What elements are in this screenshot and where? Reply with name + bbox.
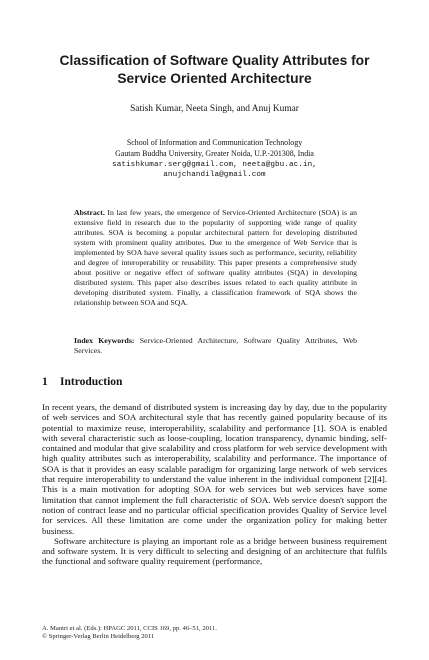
keywords-label: Index Keywords: <box>74 336 135 345</box>
email-line-2: anujchandila@gmail.com <box>163 171 266 180</box>
body-text <box>42 402 387 567</box>
section-heading <box>42 375 342 389</box>
affiliation-line-1: School of Information and Communication Technology <box>126 138 303 147</box>
paragraph-2: Software architecture is playing an important role as a bridge between business requirement and software system. It is very difficult to selecting and designing of an architecture that fulfils the functional and software quality requirement (performance, <box>42 535 387 567</box>
author-list: Satish Kumar, Neeta Singh, and Anuj Kumar <box>130 104 299 114</box>
index-keywords <box>74 336 357 356</box>
footnote-line-2: © Springer-Verlag Berlin Heidelberg 2011 <box>42 633 155 641</box>
footnote-line-1: A. Mantri et al. (Eds.): HPAGC 2011, CCIS 169, pp. 46–51, 2011. <box>42 625 217 632</box>
abstract <box>74 208 357 308</box>
section-number: 1 <box>42 376 48 388</box>
affiliation-block <box>40 138 389 181</box>
paper-title <box>40 52 389 88</box>
abstract-label: Abstract. <box>74 208 105 217</box>
abstract-text: In last few years, the emergence of Service-Oriented Architecture (SOA) is an extensive field in research due to the popularity of supporting wide range of quality attributes. SOA is becoming a popular architectural pattern for developing distributed system with prominent quality attributes. Due to the emergence of Web Service that is implemented by SOA have several quality issues such as performance, security, reliability and degree of interoperability or reusability. This paper presents a comprehensive study about positive or negative effect of software quality attributes (SQA) in developing distributed system. This paper also describes issues related to each quality attribute in developing distributed system. Finally, a classification framework of SQA shows the relationship between SOA and SQA. <box>74 208 358 308</box>
affiliation-line-2: Gautam Buddha University, Greater Noida, U.P.-201308, India <box>115 148 314 158</box>
footnote <box>42 625 387 642</box>
email-line-1: satishkumar.serg@gmail.com, neeta@gbu.ac.in, <box>112 160 317 169</box>
title-line-1: Classification of Software Quality Attributes for <box>59 53 370 68</box>
title-line-2: Service Oriented Architecture <box>117 71 312 86</box>
section-title: Introduction <box>60 376 123 388</box>
paragraph-1: In recent years, the demand of distributed system is increasing day by day, due to the popularity of web services and SOA architectural style that has recently gained popularity because of its potential to maximize reuse, interoperability, scalability and performance [1]. SOA is enabled with several characteristic such as loose-coupling, location transparency, dynamic binding, self-contained and modular that give scalability and cross platform for web service development with high quality attributes such as interoperability, scalability and performance. The importance of SOA is that it provides an easy scalable paradigm for organizing large network of web services that require interoperability to understand the value inherent in the individual component [2][4]. This is a main motivation for adopting SOA for web services but web services have some limitation that cannot implement the full characteristic of SOA. Web service doesn't support the notion of contract lease and no particular official specification provides Quality of Service level for services. All these limitation are come under the organization policy for making better business. <box>42 402 387 536</box>
keywords-text: Service-Oriented Architecture, Software Quality Attributes, Web Services. <box>74 336 357 356</box>
